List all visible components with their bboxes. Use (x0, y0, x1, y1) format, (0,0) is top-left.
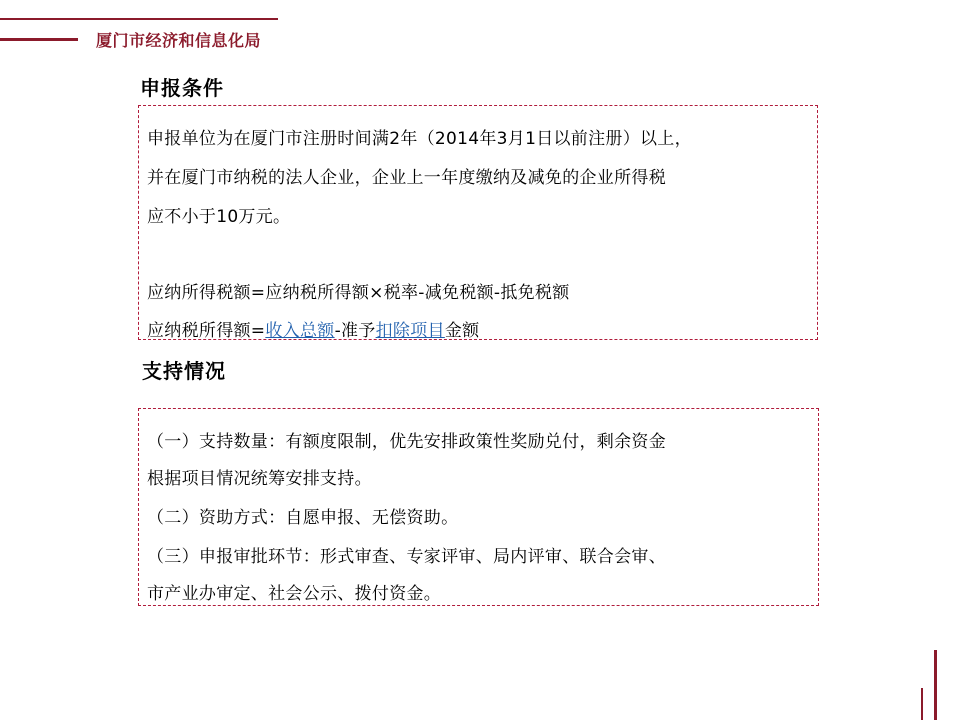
header-rule-top (0, 18, 278, 20)
support-line-5: 市产业办审定、社会公示、拨付资金。 (147, 584, 442, 604)
formula-mid: -准予 (334, 321, 376, 341)
header-rule-left (0, 38, 78, 41)
support-line-1: （一）支持数量：有额度限制，优先安排政策性奖励兑付，剩余资金 (147, 432, 666, 452)
formula-tax-payable: 应纳所得税额=应纳税所得额×税率-减免税额-抵免税额 (147, 283, 570, 303)
support-line-4: （三）申报审批环节：形式审查、专家评审、局内评审、联合会审、 (147, 547, 666, 567)
support-line-2: 根据项目情况统筹安排支持。 (147, 469, 372, 489)
link-total-income[interactable]: 收入总额 (265, 321, 335, 341)
formula-prefix: 应纳税所得额= (147, 321, 266, 341)
corner-decoration-bar (934, 650, 937, 720)
conditions-line-3: 应不小于10万元。 (147, 207, 291, 227)
section-title-conditions: 申报条件 (140, 76, 224, 100)
support-box (138, 408, 819, 606)
formula-suffix: 金额 (444, 321, 480, 341)
formula-taxable-income (147, 316, 479, 341)
support-line-3: （二）资助方式：自愿申报、无偿资助。 (147, 508, 459, 528)
conditions-box (138, 105, 818, 340)
header-org-name: 厦门市经济和信息化局 (96, 31, 262, 50)
link-deduction-items[interactable]: 扣除项目 (375, 321, 445, 341)
conditions-line-2: 并在厦门市纳税的法人企业，企业上一年度缴纳及减免的企业所得税 (147, 168, 666, 188)
conditions-line-1: 申报单位为在厦门市注册时间满2年（2014年3月1日以前注册）以上， (147, 129, 692, 149)
section-title-support: 支持情况 (142, 359, 226, 383)
corner-decoration-bar-small (921, 688, 923, 720)
